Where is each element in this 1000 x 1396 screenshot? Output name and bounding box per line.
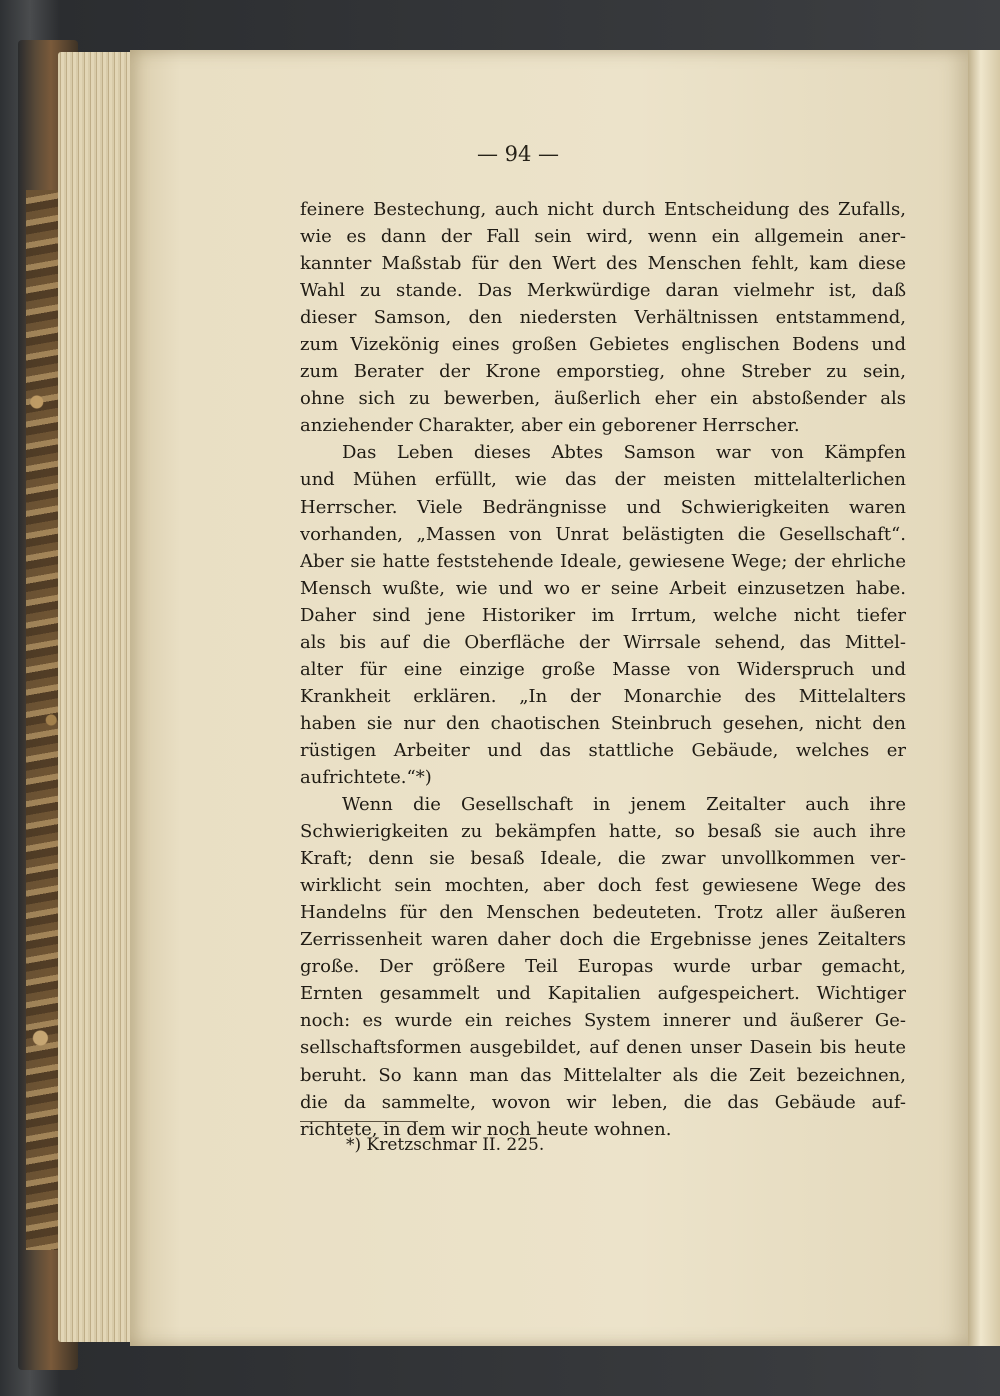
facing-page-edge <box>968 50 1000 1346</box>
text-line: haben sie nur den chaotischen Steinbruch gesehen, nicht den <box>300 712 906 734</box>
text-line: wie es dann der Fall sein wird, wenn ein allgemein aner- <box>300 226 906 248</box>
text-line: Krankheit erklären. „In der Monarchie des Mittelalters <box>300 685 906 707</box>
page-number: — 94 — <box>476 142 560 166</box>
text-line: Aber sie hatte feststehende Ideale, gewiesene Wege; der ehrliche <box>300 550 906 572</box>
text-line: feinere Bestechung, auch nicht durch Entscheidung des Zufalls, <box>300 199 906 220</box>
text-line: zum Vizekönig eines großen Gebietes englischen Bodens und <box>300 334 906 356</box>
footnote: *) Kretzschmar II. 225. <box>346 1135 545 1155</box>
text-line: rüstigen Arbeiter und das stattliche Gebäude, welches er <box>300 739 906 761</box>
text-line: richtete, in dem wir noch heute wohnen. <box>300 1118 672 1140</box>
text-line: Schwierigkeiten zu bekämpfen hatte, so besaß sie auch ihre <box>300 821 906 843</box>
text-line: Ernten gesammelt und Kapitalien aufgespeichert. Wichtiger <box>300 983 906 1005</box>
text-line: Wahl zu stande. Das Merkwürdige daran vielmehr ist, daß <box>300 280 906 302</box>
footnote-divider <box>300 1121 418 1122</box>
page-stack-edges <box>58 52 138 1342</box>
text-line: als bis auf die Oberfläche der Wirrsale sehend, das Mittel- <box>300 631 906 653</box>
text-line: Mensch wußte, wie und wo er seine Arbeit einzusetzen habe. <box>300 577 906 599</box>
text-line: Handelns für den Menschen bedeuteten. Trotz aller äußeren <box>300 902 906 924</box>
text-line: anziehender Charakter, aber ein geborener Herrscher. <box>300 415 800 437</box>
text-line: noch: es wurde ein reiches System innerer und äußerer Ge- <box>300 1010 906 1032</box>
text-line: sellschaftsformen ausgebildet, auf denen unser Dasein bis heute <box>300 1037 906 1059</box>
text-line: vorhanden, „Massen von Unrat belästigten die Gesellschaft“. <box>300 523 906 545</box>
text-line: Daher sind jene Historiker im Irrtum, welche nicht tiefer <box>300 604 906 626</box>
text-line: ohne sich zu bewerben, äußerlich eher ein abstoßender als <box>300 388 906 410</box>
body-text <box>300 196 906 1143</box>
text-line: beruht. So kann man das Mittelalter als die Zeit bezeichnen, <box>300 1064 906 1086</box>
text-line: wirklicht sein mochten, aber doch fest gewiesene Wege des <box>300 875 906 897</box>
text-line: Zerrissenheit waren daher doch die Ergebnisse jenes Zeitalters <box>300 929 906 951</box>
text-line: Kraft; denn sie besaß Ideale, die zwar unvollkommen ver- <box>300 848 906 870</box>
text-line: die da sammelte, wovon wir leben, die das Gebäude auf- <box>300 1091 906 1113</box>
text-line: dieser Samson, den niedersten Verhältnissen entstammend, <box>300 307 906 329</box>
text-line: kannter Maßstab für den Wert des Menschen fehlt, kam diese <box>300 253 906 275</box>
marbled-page-edge <box>26 190 62 1250</box>
text-line: große. Der größere Teil Europas wurde urbar gemacht, <box>300 956 906 978</box>
text-line: Wenn die Gesellschaft in jenem Zeitalter auch ihre <box>342 794 906 816</box>
text-line: zum Berater der Krone emporstieg, ohne Streber zu sein, <box>300 361 906 383</box>
text-line: und Mühen erfüllt, wie das der meisten mittelalterlichen <box>300 469 906 491</box>
text-line: aufrichtete.“*) <box>300 766 432 788</box>
text-line: alter für eine einzige große Masse von Widerspruch und <box>300 658 906 680</box>
text-line: Das Leben dieses Abtes Samson war von Kämpfen <box>342 442 906 464</box>
text-line: Herrscher. Viele Bedrängnisse und Schwierigkeiten waren <box>300 496 906 518</box>
